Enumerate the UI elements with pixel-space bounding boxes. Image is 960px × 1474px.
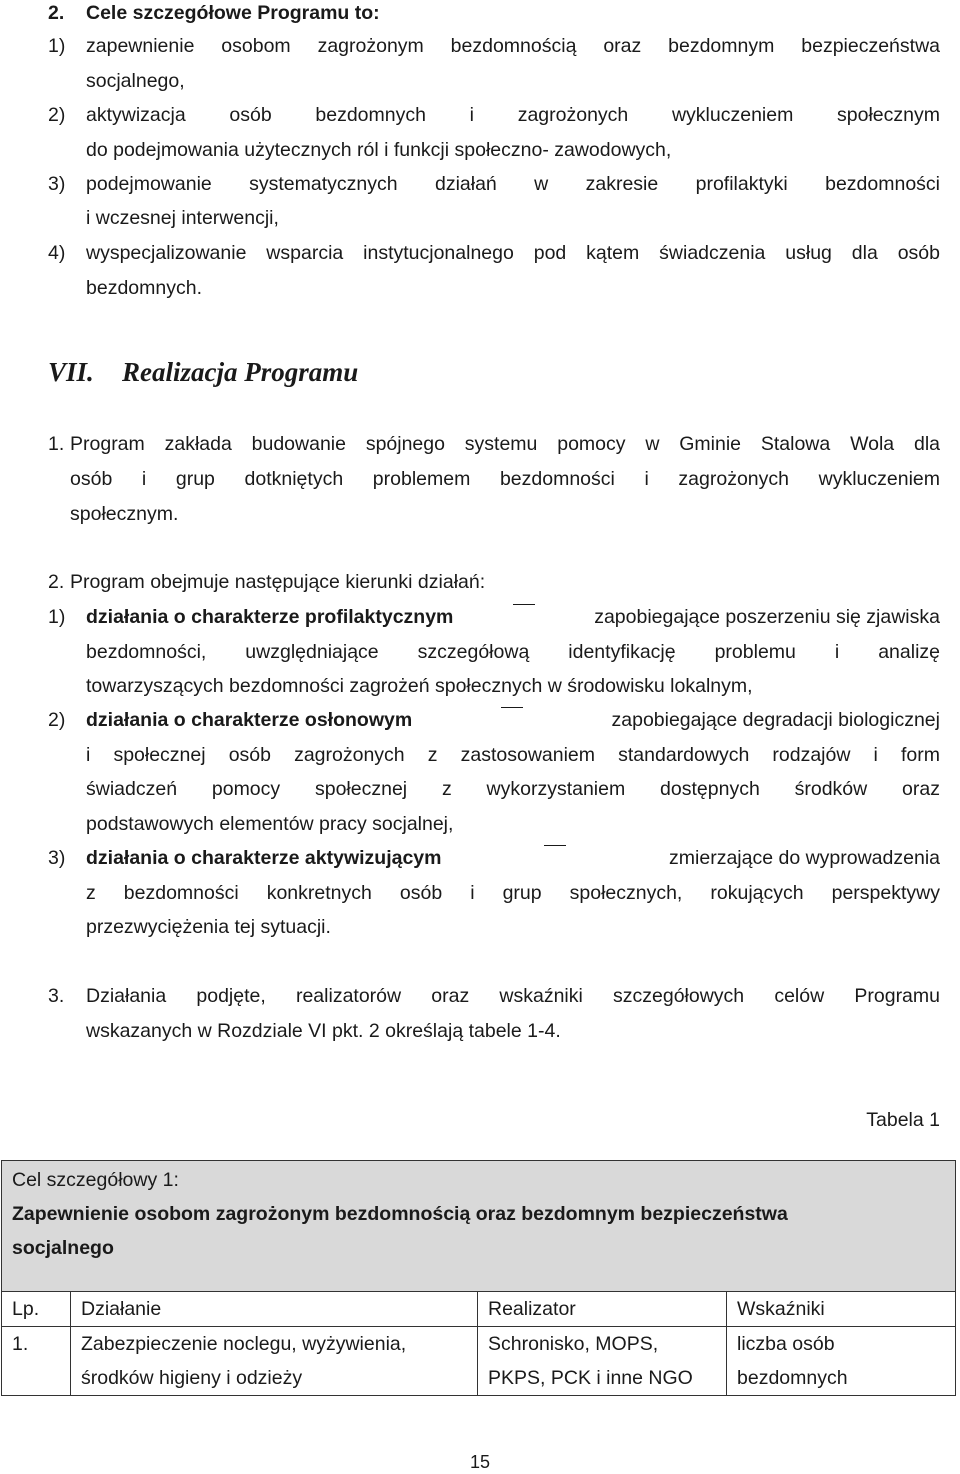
objective-table	[1, 1160, 956, 1396]
list-item-number: 4)	[48, 242, 66, 264]
dash-separator	[513, 604, 535, 605]
paragraph-line: społecznym.	[70, 503, 179, 525]
list-item-text: bezdomności, uwzględniające szczegółową identyfikację problemu i analizę	[86, 641, 940, 663]
objective-title-line: Zapewnienie osobom zagrożonym bezdomnością oraz bezdomnym bezpieczeństwa	[12, 1203, 788, 1225]
dash-separator	[544, 845, 566, 846]
list-item-text: wyspecjalizowanie wsparcia instytucjonalnego pod kątem świadczenia usług dla osób	[86, 242, 940, 264]
objective-label: Cel szczegółowy 1:	[12, 1169, 179, 1191]
list-item-text: bezdomnych.	[86, 277, 202, 299]
paragraph-line: wskazanych w Rozdziale VI pkt. 2 określają tabele 1-4.	[86, 1020, 561, 1042]
list-item-number: 2)	[48, 104, 66, 126]
table-column-header-row	[2, 1292, 956, 1327]
list-item-text: zapewnienie osobom zagrożonym bezdomnością oraz bezdomnym bezpieczeństwa	[86, 35, 940, 57]
cell-line: Zabezpieczenie noclegu, wyżywienia,	[81, 1333, 407, 1355]
list-item-text: z bezdomności konkretnych osób i grup społecznych, rokujących perspektywy	[86, 882, 940, 904]
list-item-rest: zapobiegające poszerzeniu się zjawiska	[594, 606, 940, 628]
list-item-bold-lead: działania o charakterze aktywizującym	[86, 847, 442, 869]
list-item-text: aktywizacja osób bezdomnych i zagrożonych wykluczeniem społecznym	[86, 104, 940, 126]
cell-line: liczba osób	[737, 1333, 835, 1355]
list-item-first-line	[86, 604, 940, 630]
cell-line: środków higieny i odzieży	[81, 1367, 303, 1389]
cell-wskazniki	[727, 1327, 956, 1396]
column-header-dzialanie: Działanie	[71, 1292, 478, 1327]
column-header-realizator: Realizator	[478, 1292, 727, 1327]
cell-line: bezdomnych	[737, 1367, 848, 1389]
list-item-text: świadczeń pomocy społecznej z wykorzystaniem dostępnych środków oraz	[86, 778, 940, 800]
cell-line: PKPS, PCK i inne NGO	[488, 1367, 693, 1389]
list-item-first-line	[86, 845, 940, 871]
chapter-heading	[48, 356, 358, 388]
dash-separator	[501, 707, 523, 708]
chapter-title: Realizacja Programu	[122, 357, 359, 387]
section-title: Cele szczegółowe Programu to:	[86, 2, 380, 24]
list-item-text: podstawowych elementów pracy socjalnej,	[86, 813, 454, 835]
paragraph-number: 2.	[48, 571, 65, 593]
paragraph-line: osób i grup dotkniętych problemem bezdomności i zagrożonych wykluczeniem	[70, 468, 940, 490]
list-item-text: i wczesnej interwencji,	[86, 207, 279, 229]
cell-dzialanie	[71, 1327, 478, 1396]
section-number: 2.	[48, 2, 65, 24]
list-item-text: podejmowanie systematycznych działań w zakresie profilaktyki bezdomności	[86, 173, 940, 195]
paragraph-number: 3.	[48, 985, 65, 1007]
paragraph-line: Program zakłada budowanie spójnego systemu pomocy w Gminie Stalowa Wola dla	[70, 433, 940, 455]
table-row	[2, 1327, 956, 1396]
list-item-bold-lead: działania o charakterze osłonowym	[86, 709, 413, 731]
list-item-bold-lead: działania o charakterze profilaktycznym	[86, 606, 454, 628]
cell-line: Schronisko, MOPS,	[488, 1333, 659, 1355]
table-caption: Tabela 1	[866, 1109, 940, 1131]
list-item-text: przezwyciężenia tej sytuacji.	[86, 916, 331, 938]
cell-lp: 1.	[2, 1327, 71, 1396]
list-item-text: do podejmowania użytecznych ról i funkcji społeczno- zawodowych,	[86, 139, 672, 161]
list-item-text: i społecznej osób zagrożonych z zastosowaniem standardowych rodzajów i form	[86, 744, 940, 766]
list-item-number: 1)	[48, 606, 66, 628]
list-item-text: socjalnego,	[86, 70, 185, 92]
list-item-number: 2)	[48, 709, 66, 731]
paragraph-intro: Program obejmuje następujące kierunki działań:	[70, 571, 486, 593]
list-item-rest: zapobiegające degradacji biologicznej	[611, 709, 940, 731]
list-item-text: towarzyszących bezdomności zagrożeń społecznych w środowisku lokalnym,	[86, 675, 753, 697]
page-number: 15	[469, 1452, 491, 1472]
list-item-number: 3)	[48, 173, 66, 195]
list-item-first-line	[86, 707, 940, 733]
objective-title-line: socjalnego	[12, 1237, 114, 1259]
cell-realizator	[478, 1327, 727, 1396]
column-header-wskazniki: Wskaźniki	[727, 1292, 956, 1327]
column-header-lp: Lp.	[2, 1292, 71, 1327]
table-header-objective	[2, 1161, 956, 1292]
list-item-number: 3)	[48, 847, 66, 869]
paragraph-number: 1.	[48, 433, 65, 455]
paragraph-line: Działania podjęte, realizatorów oraz wskaźniki szczegółowych celów Programu	[86, 985, 940, 1007]
list-item-number: 1)	[48, 35, 66, 57]
chapter-number: VII.	[48, 357, 94, 387]
list-item-rest: zmierzające do wyprowadzenia	[669, 847, 940, 869]
